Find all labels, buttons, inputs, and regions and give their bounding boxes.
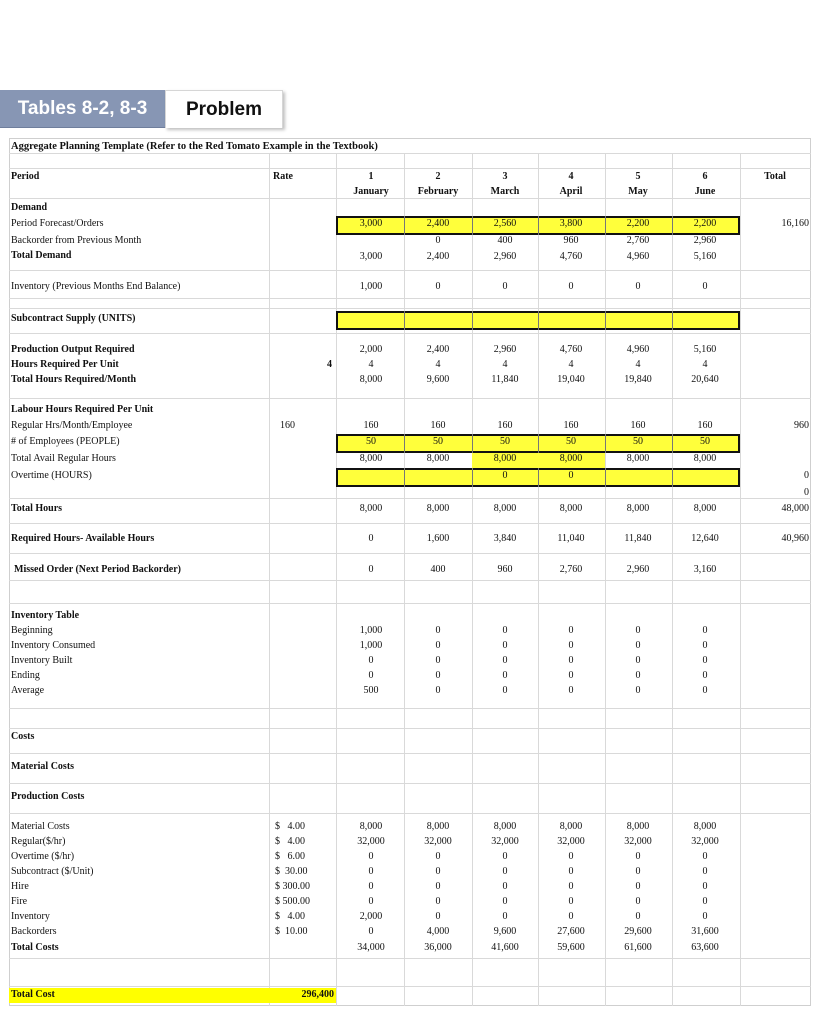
regular-hrs-cell-1: 160 — [363, 420, 379, 431]
cost-row-6-cell-4: 0 — [568, 911, 574, 922]
band-separator — [404, 311, 405, 330]
band-separator — [605, 216, 606, 235]
total-demand-cell-4: 4,760 — [559, 251, 583, 262]
grid-line-horizontal — [9, 553, 811, 554]
band-separator — [538, 216, 539, 235]
cost-row-7-cell-5: 29,600 — [624, 926, 652, 937]
cost-row-2-cell-1: 0 — [368, 851, 374, 862]
regular-hrs-cell-6: 160 — [697, 420, 713, 431]
missed-order-cell-3: 960 — [497, 564, 513, 575]
overtime-label: Overtime (HOURS) — [11, 470, 92, 481]
cost-row-0-cell-2: 8,000 — [426, 821, 450, 832]
inventory-row-0-cell-6: 0 — [702, 625, 708, 636]
hours-per-unit-cell-5: 4 — [635, 359, 641, 370]
period-label: Period — [11, 171, 40, 182]
regular-hrs-cell-2: 160 — [430, 420, 446, 431]
period-month-5: May — [628, 186, 648, 197]
band-separator — [672, 216, 673, 235]
cost-row-3-cell-3: 0 — [502, 866, 508, 877]
total-demand-cell-6: 5,160 — [693, 251, 717, 262]
forecast-cell-3: 2,560 — [493, 218, 517, 229]
total-hours-cell-2: 8,000 — [426, 503, 450, 514]
forecast-label: Period Forecast/Orders — [11, 218, 104, 229]
cost-row-3-cell-6: 0 — [702, 866, 708, 877]
forecast-cell-1: 3,000 — [359, 218, 383, 229]
total-cost-label: Total Cost — [11, 989, 55, 1000]
cost-row-1-cell-2: 32,000 — [424, 836, 452, 847]
inventory-prev-cell-3: 0 — [502, 281, 508, 292]
backorder-cell-3: 400 — [497, 235, 513, 246]
cost-row-3-cell-5: 0 — [635, 866, 641, 877]
required-minus-available-total: 40,960 — [781, 533, 809, 544]
cost-row-5-cell-2: 0 — [435, 896, 441, 907]
grid-line-horizontal — [9, 958, 811, 959]
grid-line-horizontal — [9, 783, 811, 784]
period-number-1: 1 — [368, 171, 374, 182]
cost-row-7-cell-4: 27,600 — [557, 926, 585, 937]
tab-tables-8-2-8-3[interactable]: Tables 8-2, 8-3 — [0, 90, 165, 128]
cost-row-4-cell-2: 0 — [435, 881, 441, 892]
cost-row-3-cell-1: 0 — [368, 866, 374, 877]
band-separator — [672, 434, 673, 453]
inventory-row-4-cell-1: 500 — [363, 685, 379, 696]
total-demand-label: Total Demand — [11, 250, 72, 261]
inventory-prev-cell-6: 0 — [702, 281, 708, 292]
inventory-row-3-cell-3: 0 — [502, 670, 508, 681]
band-separator — [472, 468, 473, 487]
cost-row-7-cell-6: 31,600 — [691, 926, 719, 937]
band-separator — [605, 311, 606, 330]
period-number-6: 6 — [702, 171, 708, 182]
backorder-cell-6: 2,960 — [693, 235, 717, 246]
cost-row-7-cell-3: 9,600 — [493, 926, 517, 937]
production-output-cell-2: 2,400 — [426, 344, 450, 355]
cost-row-6-cell-2: 0 — [435, 911, 441, 922]
total-demand-cell-1: 3,000 — [359, 251, 383, 262]
band-separator — [605, 468, 606, 487]
regular-hrs-total: 960 — [794, 420, 809, 431]
production-output-cell-6: 5,160 — [693, 344, 717, 355]
cost-row-2-cell-6: 0 — [702, 851, 708, 862]
forecast-cell-2: 2,400 — [426, 218, 450, 229]
cost-row-5-cell-4: 0 — [568, 896, 574, 907]
grid-line-horizontal — [9, 333, 811, 334]
total-costs-cell-1: 34,000 — [357, 942, 385, 953]
backorder-cell-4: 960 — [563, 235, 579, 246]
grid-line-horizontal — [9, 813, 811, 814]
inventory-row-3-cell-5: 0 — [635, 670, 641, 681]
regular-hrs-cell-4: 160 — [563, 420, 579, 431]
inventory-row-label-1: Inventory Consumed — [11, 640, 96, 651]
overtime-cell-4: 0 — [568, 470, 574, 481]
inventory-row-2-cell-1: 0 — [368, 655, 374, 666]
grid-line-horizontal — [9, 986, 811, 987]
inventory-row-2-cell-2: 0 — [435, 655, 441, 666]
cost-row-label-1: Regular($/hr) — [11, 836, 66, 847]
cost-row-7-cell-2: 4,000 — [426, 926, 450, 937]
overtime-cell-3: 0 — [502, 470, 508, 481]
period-month-6: June — [694, 186, 716, 197]
material-costs-section: Material Costs — [11, 761, 75, 772]
period-month-1: January — [353, 186, 389, 197]
inventory-row-2-cell-3: 0 — [502, 655, 508, 666]
cost-row-rate-2: $ 6.00 — [275, 851, 305, 862]
inventory-table-section: Inventory Table — [11, 610, 80, 621]
avail-regular-label: Total Avail Regular Hours — [11, 453, 116, 464]
grid-line-horizontal — [9, 168, 811, 169]
inventory-row-0-cell-1: 1,000 — [359, 625, 383, 636]
inventory-row-0-cell-5: 0 — [635, 625, 641, 636]
total-label: Total — [764, 171, 786, 182]
backorder-label: Backorder from Previous Month — [11, 235, 142, 246]
inventory-row-1-cell-6: 0 — [702, 640, 708, 651]
hours-per-unit-label: Hours Required Per Unit — [11, 359, 119, 370]
total-costs-cell-6: 63,600 — [691, 942, 719, 953]
band-separator — [404, 434, 405, 453]
missed-order-cell-5: 2,960 — [626, 564, 650, 575]
cost-row-7-cell-1: 0 — [368, 926, 374, 937]
inventory-prev-cell-2: 0 — [435, 281, 441, 292]
cost-row-2-cell-3: 0 — [502, 851, 508, 862]
grid-line-horizontal — [9, 198, 811, 199]
band-separator — [404, 468, 405, 487]
required-minus-available-label: Required Hours- Available Hours — [11, 533, 155, 544]
cost-row-label-2: Overtime ($/hr) — [11, 851, 75, 862]
required-minus-available-cell-2: 1,600 — [426, 533, 450, 544]
inventory-row-0-cell-4: 0 — [568, 625, 574, 636]
employees-label: # of Employees (PEOPLE) — [11, 436, 120, 447]
overtime-total-b: 0 — [804, 487, 809, 498]
grid-line-horizontal — [9, 498, 811, 499]
period-month-4: April — [559, 186, 583, 197]
costs-section: Costs — [11, 731, 35, 742]
cost-row-6-cell-5: 0 — [635, 911, 641, 922]
band-separator — [605, 434, 606, 453]
inventory-row-1-cell-5: 0 — [635, 640, 641, 651]
band-separator — [472, 311, 473, 330]
cost-row-4-cell-1: 0 — [368, 881, 374, 892]
regular-hrs-cell-5: 160 — [630, 420, 646, 431]
inventory-prev-label: Inventory (Previous Months End Balance) — [11, 281, 181, 292]
cost-row-label-5: Fire — [11, 896, 28, 907]
cost-row-0-cell-6: 8,000 — [693, 821, 717, 832]
total-hours-cell-3: 8,000 — [493, 503, 517, 514]
band-separator — [472, 216, 473, 235]
total-demand-cell-2: 2,400 — [426, 251, 450, 262]
total-costs-cell-4: 59,600 — [557, 942, 585, 953]
production-costs-section: Production Costs — [11, 791, 85, 802]
inventory-row-4-cell-5: 0 — [635, 685, 641, 696]
required-minus-available-cell-4: 11,040 — [557, 533, 585, 544]
total-costs-cell-3: 41,600 — [491, 942, 519, 953]
inventory-row-4-cell-6: 0 — [702, 685, 708, 696]
total-hours-required-cell-1: 8,000 — [359, 374, 383, 385]
cost-row-4-cell-6: 0 — [702, 881, 708, 892]
inventory-row-0-cell-3: 0 — [502, 625, 508, 636]
band-separator — [672, 311, 673, 330]
avail-hours-highlight — [472, 453, 605, 468]
regular-hrs-cell-3: 160 — [497, 420, 513, 431]
employees-cell-6: 50 — [700, 436, 710, 447]
inventory-row-1-cell-3: 0 — [502, 640, 508, 651]
backorder-cell-2: 0 — [435, 235, 441, 246]
period-number-5: 5 — [635, 171, 641, 182]
regular-hrs-label: Regular Hrs/Month/Employee — [11, 420, 133, 431]
cost-row-4-cell-5: 0 — [635, 881, 641, 892]
forecast-cell-6: 2,200 — [693, 218, 717, 229]
grid-line-horizontal — [9, 298, 811, 299]
cost-row-2-cell-2: 0 — [435, 851, 441, 862]
cost-row-2-cell-5: 0 — [635, 851, 641, 862]
cost-row-0-cell-1: 8,000 — [359, 821, 383, 832]
cost-row-label-4: Hire — [11, 881, 29, 892]
missed-order-cell-6: 3,160 — [693, 564, 717, 575]
cost-row-3-cell-2: 0 — [435, 866, 441, 877]
cost-row-rate-0: $ 4.00 — [275, 821, 305, 832]
missed-order-cell-4: 2,760 — [559, 564, 583, 575]
forecast-total: 16,160 — [781, 218, 809, 229]
total-hours-required-cell-6: 20,640 — [691, 374, 719, 385]
inventory-row-1-cell-4: 0 — [568, 640, 574, 651]
required-minus-available-cell-3: 3,840 — [493, 533, 517, 544]
total-hours-cell-4: 8,000 — [559, 503, 583, 514]
inventory-row-label-0: Beginning — [11, 625, 53, 636]
hours-per-unit-cell-1: 4 — [368, 359, 374, 370]
production-output-label: Production Output Required — [11, 344, 135, 355]
hours-per-unit-cell-2: 4 — [435, 359, 441, 370]
total-demand-cell-3: 2,960 — [493, 251, 517, 262]
cost-row-rate-3: $ 30.00 — [275, 866, 308, 877]
regular-hrs-rate: 160 — [280, 420, 295, 431]
total-cost-value: 296,400 — [301, 989, 334, 1000]
avail-regular-cell-6: 8,000 — [693, 453, 717, 464]
avail-regular-cell-1: 8,000 — [359, 453, 383, 464]
period-number-4: 4 — [568, 171, 574, 182]
inventory-prev-cell-1: 1,000 — [359, 281, 383, 292]
cost-row-6-cell-3: 0 — [502, 911, 508, 922]
avail-regular-cell-5: 8,000 — [626, 453, 650, 464]
avail-regular-cell-3: 8,000 — [493, 453, 517, 464]
tab-problem[interactable]: Problem — [165, 90, 283, 128]
total-hours-required-cell-2: 9,600 — [426, 374, 450, 385]
inventory-row-1-cell-1: 1,000 — [359, 640, 383, 651]
cost-row-5-cell-5: 0 — [635, 896, 641, 907]
cost-row-1-cell-5: 32,000 — [624, 836, 652, 847]
avail-regular-cell-4: 8,000 — [559, 453, 583, 464]
band-separator — [538, 434, 539, 453]
hours-per-unit-cell-6: 4 — [702, 359, 708, 370]
cost-row-5-cell-6: 0 — [702, 896, 708, 907]
grid-line-horizontal — [9, 728, 811, 729]
inventory-row-0-cell-2: 0 — [435, 625, 441, 636]
rate-label: Rate — [273, 171, 293, 182]
cost-row-0-cell-4: 8,000 — [559, 821, 583, 832]
inventory-row-4-cell-3: 0 — [502, 685, 508, 696]
total-hours-required-label: Total Hours Required/Month — [11, 374, 137, 385]
band-separator — [538, 468, 539, 487]
inventory-row-4-cell-4: 0 — [568, 685, 574, 696]
subcontract-label: Subcontract Supply (UNITS) — [11, 313, 136, 324]
cost-row-1-cell-6: 32,000 — [691, 836, 719, 847]
cost-row-1-cell-4: 32,000 — [557, 836, 585, 847]
grid-line-horizontal — [9, 753, 811, 754]
employees-cell-5: 50 — [633, 436, 643, 447]
inventory-row-3-cell-6: 0 — [702, 670, 708, 681]
forecast-cell-5: 2,200 — [626, 218, 650, 229]
overtime-total-a: 0 — [804, 470, 809, 481]
total-costs-label: Total Costs — [11, 942, 59, 953]
inventory-row-label-4: Average — [11, 685, 45, 696]
inventory-row-2-cell-6: 0 — [702, 655, 708, 666]
hours-per-unit-cell-3: 4 — [502, 359, 508, 370]
missed-order-cell-2: 400 — [430, 564, 446, 575]
inventory-row-2-cell-4: 0 — [568, 655, 574, 666]
cost-row-5-cell-3: 0 — [502, 896, 508, 907]
total-hours-required-cell-5: 19,840 — [624, 374, 652, 385]
total-costs-cell-5: 61,600 — [624, 942, 652, 953]
hours-per-unit-rate: 4 — [327, 359, 332, 370]
total-hours-label: Total Hours — [11, 503, 63, 514]
grid-line-horizontal — [9, 580, 811, 581]
period-month-2: February — [417, 186, 459, 197]
production-output-cell-4: 4,760 — [559, 344, 583, 355]
period-number-2: 2 — [435, 171, 441, 182]
backorder-cell-5: 2,760 — [626, 235, 650, 246]
band-separator — [404, 216, 405, 235]
cost-row-rate-4: $ 300.00 — [275, 881, 310, 892]
cost-row-label-0: Material Costs — [11, 821, 70, 832]
employees-cell-2: 50 — [433, 436, 443, 447]
cost-row-1-cell-3: 32,000 — [491, 836, 519, 847]
grid-line-horizontal — [9, 708, 811, 709]
cost-row-1-cell-1: 32,000 — [357, 836, 385, 847]
required-minus-available-cell-1: 0 — [368, 533, 374, 544]
hours-per-unit-cell-4: 4 — [568, 359, 574, 370]
cost-row-rate-5: $ 500.00 — [275, 896, 310, 907]
band-separator — [538, 311, 539, 330]
production-output-cell-1: 2,000 — [359, 344, 383, 355]
forecast-cell-4: 3,800 — [559, 218, 583, 229]
cost-row-4-cell-4: 0 — [568, 881, 574, 892]
employees-cell-3: 50 — [500, 436, 510, 447]
inventory-prev-cell-4: 0 — [568, 281, 574, 292]
cost-row-rate-6: $ 4.00 — [275, 911, 305, 922]
grid-line-horizontal — [9, 308, 811, 309]
demand-section: Demand — [11, 202, 48, 213]
total-hours-required-cell-3: 11,840 — [491, 374, 519, 385]
cost-row-4-cell-3: 0 — [502, 881, 508, 892]
cost-row-6-cell-1: 2,000 — [359, 911, 383, 922]
total-costs-cell-2: 36,000 — [424, 942, 452, 953]
inventory-row-2-cell-5: 0 — [635, 655, 641, 666]
required-minus-available-cell-5: 11,840 — [624, 533, 652, 544]
inventory-prev-cell-5: 0 — [635, 281, 641, 292]
cost-row-0-cell-5: 8,000 — [626, 821, 650, 832]
total-demand-cell-5: 4,960 — [626, 251, 650, 262]
inventory-row-3-cell-1: 0 — [368, 670, 374, 681]
inventory-row-4-cell-2: 0 — [435, 685, 441, 696]
avail-regular-cell-2: 8,000 — [426, 453, 450, 464]
cost-row-2-cell-4: 0 — [568, 851, 574, 862]
missed-order-label: Missed Order (Next Period Backorder) — [14, 564, 181, 575]
inventory-row-label-2: Inventory Built — [11, 655, 73, 666]
production-output-cell-3: 2,960 — [493, 344, 517, 355]
inventory-row-label-3: Ending — [11, 670, 40, 681]
grid-line-horizontal — [9, 398, 811, 399]
total-hours-total: 48,000 — [781, 503, 809, 514]
period-number-3: 3 — [502, 171, 508, 182]
cost-row-label-7: Backorders — [11, 926, 57, 937]
production-output-cell-5: 4,960 — [626, 344, 650, 355]
inventory-row-1-cell-2: 0 — [435, 640, 441, 651]
total-hours-cell-1: 8,000 — [359, 503, 383, 514]
employees-cell-1: 50 — [366, 436, 376, 447]
total-hours-required-cell-4: 19,040 — [557, 374, 585, 385]
labour-section: Labour Hours Required Per Unit — [11, 404, 154, 415]
missed-order-cell-1: 0 — [368, 564, 374, 575]
grid-line-horizontal — [9, 153, 811, 154]
cost-row-label-6: Inventory — [11, 911, 50, 922]
inventory-row-3-cell-2: 0 — [435, 670, 441, 681]
grid-line-horizontal — [9, 523, 811, 524]
cost-row-0-cell-3: 8,000 — [493, 821, 517, 832]
total-hours-cell-5: 8,000 — [626, 503, 650, 514]
employees-cell-4: 50 — [566, 436, 576, 447]
grid-line-horizontal — [9, 270, 811, 271]
grid-line-horizontal — [9, 603, 811, 604]
cost-row-label-3: Subcontract ($/Unit) — [11, 866, 94, 877]
cost-row-rate-7: $ 10.00 — [275, 926, 308, 937]
period-month-3: March — [490, 186, 520, 197]
cost-row-6-cell-6: 0 — [702, 911, 708, 922]
cost-row-5-cell-1: 0 — [368, 896, 374, 907]
total-hours-cell-6: 8,000 — [693, 503, 717, 514]
cost-row-rate-1: $ 4.00 — [275, 836, 305, 847]
band-separator — [472, 434, 473, 453]
inventory-row-3-cell-4: 0 — [568, 670, 574, 681]
required-minus-available-cell-6: 12,640 — [691, 533, 719, 544]
cost-row-3-cell-4: 0 — [568, 866, 574, 877]
sheet-title: Aggregate Planning Template (Refer to the Red Tomato Example in the Textbook) — [11, 141, 378, 152]
band-separator — [672, 468, 673, 487]
